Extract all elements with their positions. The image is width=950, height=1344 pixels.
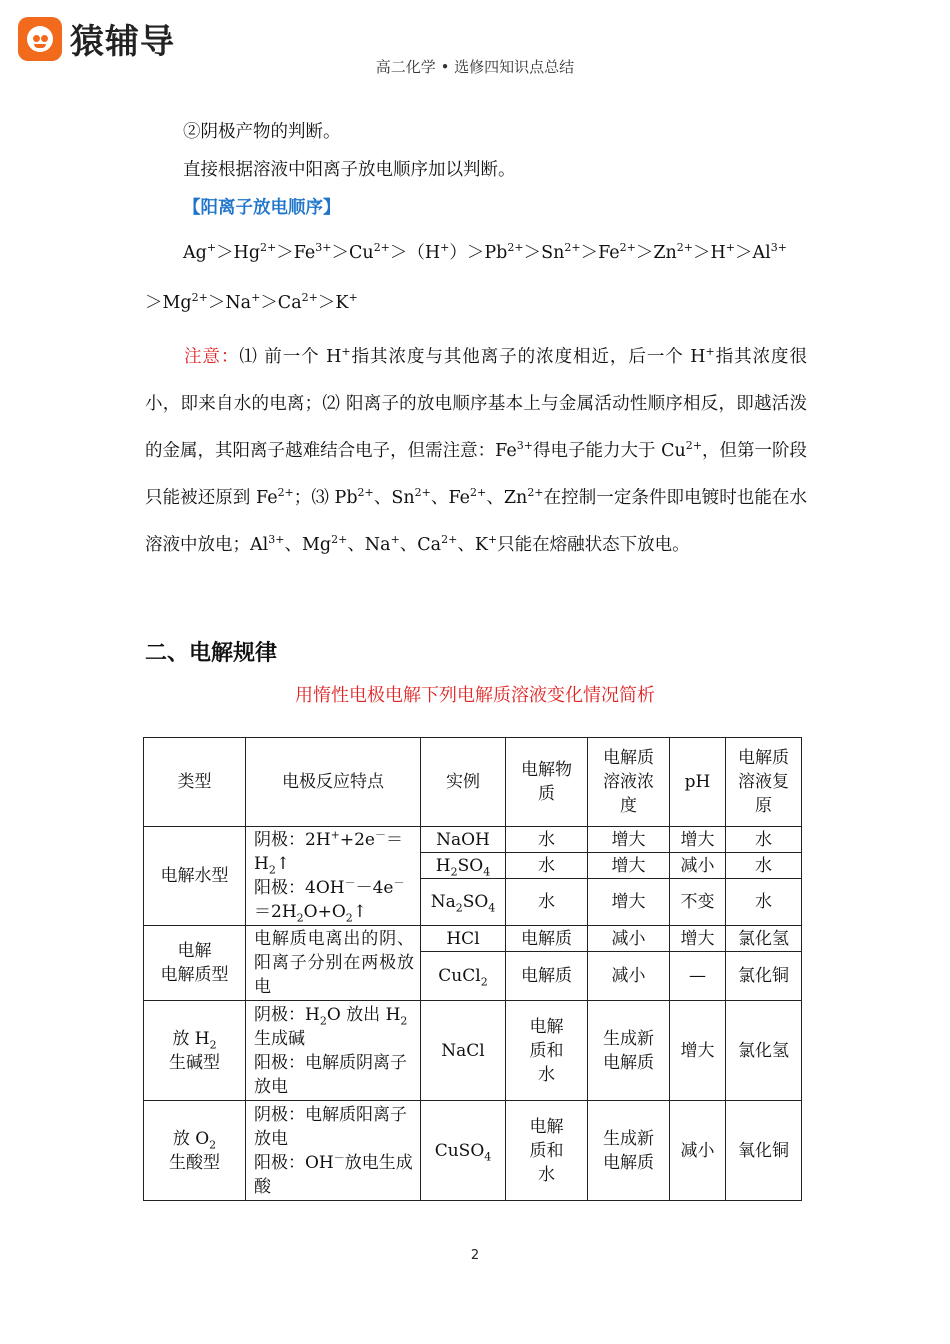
table-row: $H_2SO_4$ 水 增大 减小 水 — [144, 853, 802, 879]
header-ph: pH — [670, 738, 726, 827]
table-title: 用惰性电极电解下列电解质溶液变化情况简析 — [295, 685, 655, 706]
header-conc: 电解质溶液浓度 — [588, 738, 670, 827]
section-title: 二、电解规律 — [145, 641, 278, 666]
header-example: 实例 — [421, 738, 506, 827]
table-row: 电解水型 阴极：$2H^++2e^-=H_2↑$ 阳极：$4OH^--4e^-=2H_2O+O_2↑$ NaOH 水 增大 增大 水 — [144, 827, 802, 853]
cation-order-line-2: $>Mg^{2+}>Na^+>Ca^{2+}>K^+$ — [145, 291, 358, 313]
electrolysis-table — [143, 737, 802, 1201]
table-row: $Na_2SO_4$ 水 增大 不变 水 — [144, 879, 802, 926]
page-number: 2 — [470, 1248, 480, 1263]
type-water: 电解水型 — [144, 827, 246, 926]
cation-order-line-1: $Ag^+>Hg^{2+}>Fe^{3+}>Cu^{2+}>(H^+)>Pb^{2+}>Sn^{2+}>Fe^{2+}>Zn^{2+}>H^+>Al^{3+}$ — [183, 241, 787, 263]
document-header: 高二化学 • 选修四知识点总结 — [375, 58, 575, 76]
feature-electrolyte: 电解质电离出的阴、阳离子分别在两极放电 — [246, 926, 421, 1001]
header-type: 类型 — [144, 738, 246, 827]
header-substance: 电解物质 — [506, 738, 588, 827]
feature-o2-acid: 阴极：电解质阳离子放电 阳极：OH－放电生成酸 — [246, 1101, 421, 1201]
type-electrolyte: 电解 电解质型 — [144, 926, 246, 1001]
table-header-row — [144, 738, 802, 827]
table-row: 放 $O_2$ 生酸型 阴极：电解质阳离子放电 阳极：OH－放电生成酸 CuSO$_4$ 电解质和水 生成新电解质 减小 氧化铜 — [144, 1101, 802, 1201]
logo-text: 猿辅导 — [70, 22, 175, 62]
header-restore: 电解质溶液复原 — [726, 738, 802, 827]
feature-h2-base: 阴极：$H_2O$ 放出 $H_2$ 生成碱 阳极：电解质阴离子放电 — [246, 1001, 421, 1101]
table-row: 放 $H_2$ 生碱型 阴极：$H_2O$ 放出 $H_2$ 生成碱 阳极：电解质阴离子放电 NaCl 电解质和水 生成新电解质 增大 氯化氢 — [144, 1001, 802, 1101]
monkey-face-icon — [18, 17, 62, 61]
heading-cation-order: 【阳离子放电顺序】 — [183, 198, 341, 218]
table-row: CuCl$_2$ 电解质 减小 — 氯化铜 — [144, 952, 802, 1001]
paragraph-judge-by-order: 直接根据溶液中阳离子放电顺序加以判断。 — [183, 160, 516, 180]
note-paragraph: 注意：⑴ 前一个 H+指其浓度与其他离子的浓度相近，后一个 H+指其浓度很小，即来自水的电离；⑵ 阳离子的放电顺序基本上与金属活动性顺序相反，即越活泼的金属，其阳离子越难结合电子，但需注意：$Fe^{3+}$得电子能力大于 $Cu^{2+}$，但第一阶段只能被还原到 $Fe^{2+}$；⑶ $Pb^{2+}$、$Sn^{2+}$、$Fe^{2+}$、$Zn^{2+}$在控制一定条件即电镀时也能在水溶液中放电；$Al^{3+}$、$Mg^{2+}$、Na+、$Ca^{2+}$、K+只能在熔融状态下放电。 — [145, 345, 808, 555]
feature-water: 阴极：$2H^++2e^-=H_2↑$ 阳极：$4OH^--4e^-=2H_2O+O_2↑$ — [246, 827, 421, 926]
note-label: 注意： — [183, 347, 240, 367]
type-o2-acid: 放 $O_2$ 生酸型 — [144, 1101, 246, 1201]
paragraph-cathode-product: ②阴极产物的判断。 — [183, 122, 341, 142]
type-h2-base: 放 $H_2$ 生碱型 — [144, 1001, 246, 1101]
table-row: 电解 电解质型 电解质电离出的阴、阳离子分别在两极放电 HCl 电解质 减小 增大 氯化氢 — [144, 926, 802, 952]
header-feature: 电极反应特点 — [246, 738, 421, 827]
